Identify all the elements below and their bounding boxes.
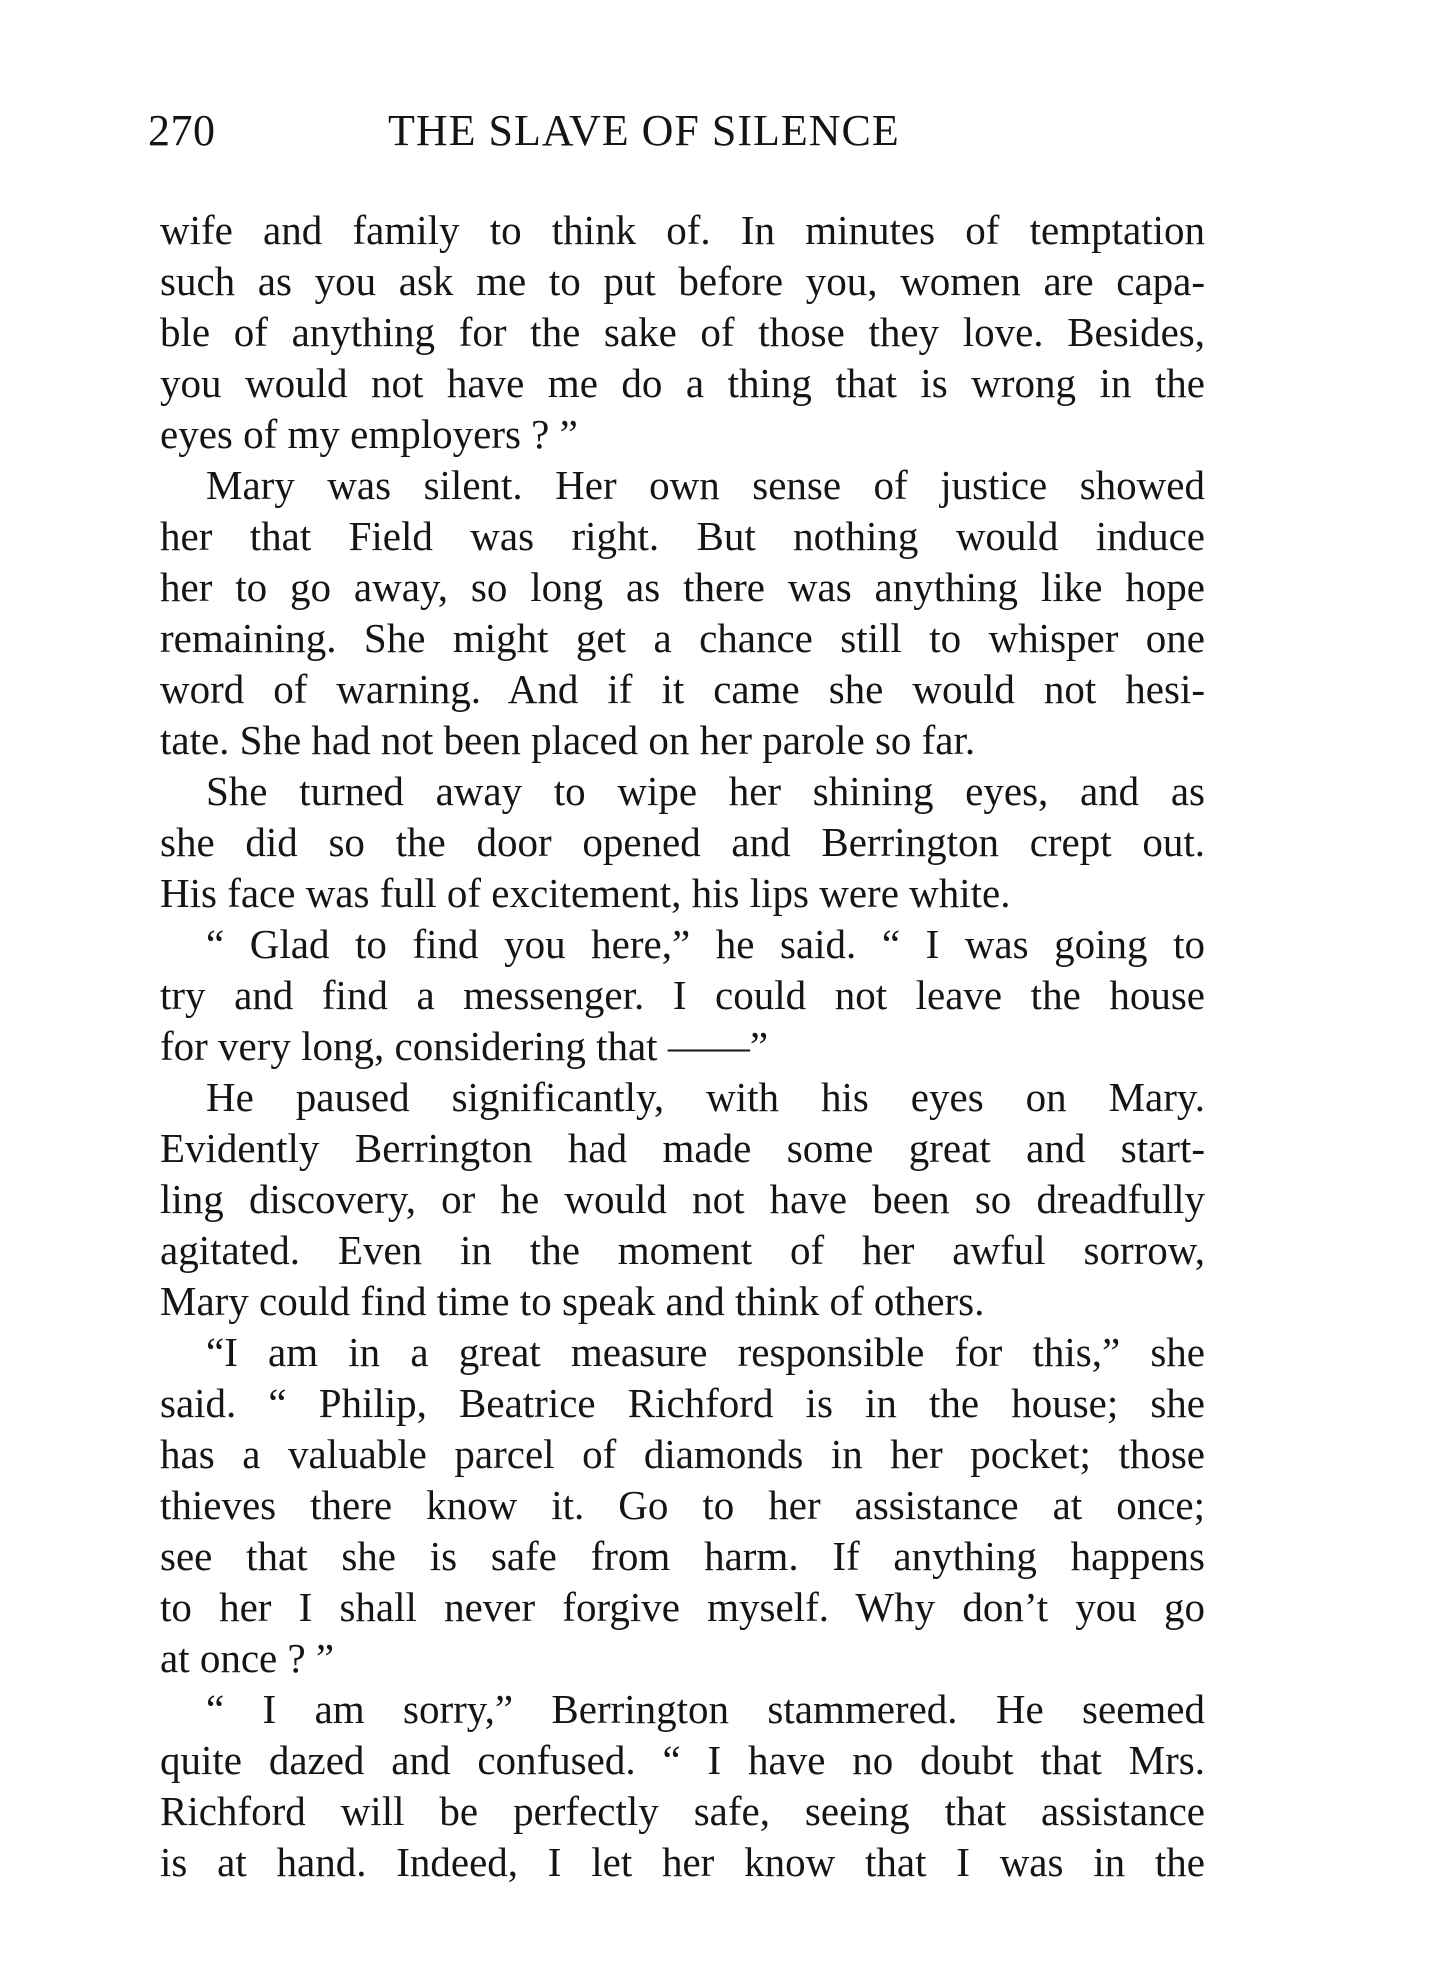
text-line: She turned away to wipe her shining eyes, and as (206, 768, 1205, 814)
text-line: remaining. She might get a chance still to whisper one (160, 615, 1205, 661)
text-line: wife and family to think of. In minutes of temptation (160, 207, 1205, 253)
text-line: ling discovery, or he would not have been so dreadfully (160, 1176, 1205, 1222)
text-line: her to go away, so long as there was anything like hope (160, 564, 1205, 610)
text-line: for very long, considering that ——” (160, 1023, 769, 1069)
text-line: “ Glad to find you here,” he said. “ I was going to (206, 921, 1205, 967)
text-line: see that she is safe from harm. If anything happens (160, 1533, 1205, 1579)
text-line: “ I am sorry,” Berrington stammered. He seemed (206, 1686, 1205, 1732)
text-line: Mary could find time to speak and think of others. (160, 1278, 985, 1324)
text-line: Mary was silent. Her own sense of justice showed (206, 462, 1205, 508)
running-head: THE SLAVE OF SILENCE (388, 106, 900, 155)
body-text (160, 205, 1205, 1888)
text-line: thieves there know it. Go to her assistance at once; (160, 1482, 1205, 1528)
text-line: “I am in a great measure responsible for this,” she (206, 1329, 1205, 1375)
text-line: agitated. Even in the moment of her awful sorrow, (160, 1227, 1205, 1273)
text-line: at once ? ” (160, 1635, 335, 1681)
text-line: such as you ask me to put before you, women are capa- (160, 258, 1205, 304)
text-line: Richford will be perfectly safe, seeing that assistance (160, 1788, 1205, 1834)
text-line: His face was full of excitement, his lips were white. (160, 870, 1011, 916)
text-line: quite dazed and confused. “ I have no doubt that Mrs. (160, 1737, 1205, 1783)
text-line: to her I shall never forgive myself. Why don’t you go (160, 1584, 1205, 1630)
text-line: eyes of my employers ? ” (160, 411, 578, 457)
text-line: tate. She had not been placed on her parole so far. (160, 717, 976, 763)
text-line: she did so the door opened and Berrington crept out. (160, 819, 1205, 865)
text-line: ble of anything for the sake of those they love. Besides, (160, 309, 1205, 355)
page-number: 270 (148, 106, 216, 155)
text-line: Evidently Berrington had made some great and start- (160, 1125, 1205, 1171)
text-line: said. “ Philip, Beatrice Richford is in the house; she (160, 1380, 1205, 1426)
text-line: He paused significantly, with his eyes on Mary. (206, 1074, 1205, 1120)
text-line: her that Field was right. But nothing would induce (160, 513, 1205, 559)
text-line: is at hand. Indeed, I let her know that I was in the (160, 1839, 1205, 1885)
text-line: try and find a messenger. I could not leave the house (160, 972, 1205, 1018)
page-header (148, 105, 1238, 165)
text-line: has a valuable parcel of diamonds in her pocket; those (160, 1431, 1205, 1477)
text-line: you would not have me do a thing that is wrong in the (160, 360, 1205, 406)
text-line: word of warning. And if it came she would not hesi- (160, 666, 1205, 712)
